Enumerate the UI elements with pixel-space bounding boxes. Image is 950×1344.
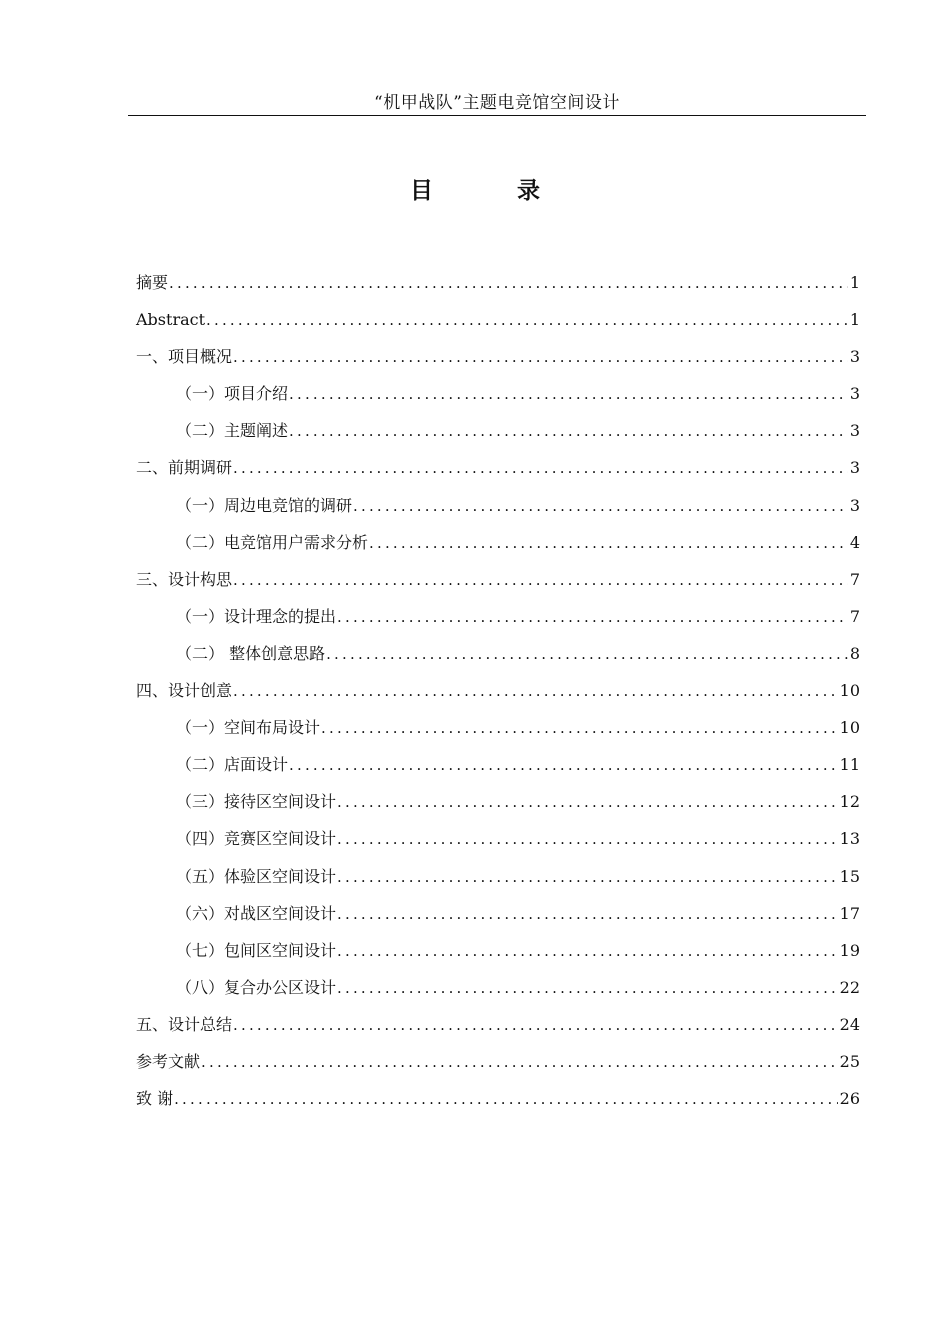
toc-entry-label: （一）设计理念的提出 (176, 606, 337, 626)
toc-entry[interactable] (136, 713, 860, 750)
toc-entry-label: （一）项目介绍 (176, 384, 289, 404)
toc-dot-leader (321, 713, 838, 743)
toc-entry[interactable] (136, 565, 860, 602)
toc-entry-label: （二）电竞馆用户需求分析 (176, 532, 369, 552)
toc-dot-leader (353, 491, 848, 521)
toc-entry-page-number: 22 (839, 977, 860, 997)
toc-dot-leader (233, 565, 848, 595)
toc-dot-leader (289, 750, 838, 780)
toc-entry-page-number: 7 (849, 606, 860, 626)
toc-entry-label: （六）对战区空间设计 (176, 903, 337, 923)
toc-entry[interactable] (136, 491, 860, 528)
toc-entry-label: （七）包间区空间设计 (176, 940, 337, 960)
toc-entry[interactable] (136, 750, 860, 787)
toc-entry[interactable] (136, 379, 860, 416)
toc-entry-page-number: 19 (839, 940, 860, 960)
toc-entry[interactable] (136, 528, 860, 565)
toc-list (136, 268, 860, 1121)
toc-dot-leader (337, 973, 838, 1003)
toc-entry-page-number: 17 (839, 903, 860, 923)
toc-entry-page-number: 8 (849, 643, 860, 663)
toc-dot-leader (337, 936, 838, 966)
toc-entry-page-number: 3 (849, 347, 860, 367)
toc-entry-label: 摘要 (136, 273, 169, 292)
toc-dot-leader (233, 342, 848, 372)
toc-entry-label: 参考文献 (136, 1051, 201, 1071)
toc-dot-leader (169, 268, 848, 298)
toc-entry[interactable] (136, 862, 860, 899)
toc-entry[interactable] (136, 453, 860, 490)
toc-entry-page-number: 7 (849, 569, 860, 589)
toc-entry-label: （一）空间布局设计 (176, 718, 321, 738)
toc-entry[interactable] (136, 676, 860, 713)
toc-entry-label: （二）店面设计 (176, 755, 289, 775)
toc-entry-label: （一）周边电竞馆的调研 (176, 495, 353, 515)
toc-dot-leader (326, 639, 848, 669)
toc-entry-page-number: 4 (849, 532, 860, 552)
toc-dot-leader (337, 862, 838, 892)
toc-entry[interactable] (136, 787, 860, 824)
toc-entry-page-number: 12 (839, 792, 860, 812)
toc-entry-page-number: 1 (849, 273, 860, 292)
toc-entry-label: 一、项目概况 (136, 347, 233, 367)
toc-entry-label: 三、设计构思 (136, 569, 233, 589)
toc-dot-leader (233, 676, 838, 706)
toc-entry-label: （二） 整体创意思路 (176, 643, 326, 663)
toc-entry-page-number: 1 (849, 310, 860, 330)
toc-entry[interactable] (136, 268, 860, 305)
toc-entry-page-number: 10 (839, 718, 860, 738)
toc-entry-label: 五、设计总结 (136, 1014, 233, 1034)
toc-title: 目 录 (409, 177, 578, 204)
toc-dot-leader (337, 824, 838, 854)
toc-dot-leader (233, 1010, 838, 1040)
toc-entry[interactable] (136, 639, 860, 676)
toc-entry-page-number: 13 (839, 829, 860, 849)
toc-entry-page-number: 26 (839, 1089, 860, 1109)
toc-entry[interactable] (136, 1084, 860, 1121)
toc-entry[interactable] (136, 936, 860, 973)
toc-entry-page-number: 11 (839, 755, 860, 775)
toc-entry[interactable] (136, 1010, 860, 1047)
toc-entry-label: 四、设计创意 (136, 681, 233, 701)
toc-entry-label: 致 谢 (136, 1089, 174, 1109)
toc-dot-leader (206, 305, 848, 335)
toc-entry-page-number: 3 (849, 421, 860, 441)
toc-entry[interactable] (136, 342, 860, 379)
toc-entry[interactable] (136, 305, 860, 342)
toc-entry[interactable] (136, 602, 860, 639)
toc-entry-label: （五）体验区空间设计 (176, 866, 337, 886)
toc-entry[interactable] (136, 1047, 860, 1084)
toc-entry-label: Abstract (136, 310, 206, 330)
toc-dot-leader (337, 787, 838, 817)
header-rule (128, 115, 866, 116)
toc-dot-leader (201, 1047, 838, 1077)
toc-dot-leader (289, 416, 848, 446)
toc-entry-page-number: 24 (839, 1014, 860, 1034)
toc-entry-label: 二、前期调研 (136, 458, 233, 478)
toc-dot-leader (369, 528, 848, 558)
toc-entry-label: （八）复合办公区设计 (176, 977, 337, 997)
toc-entry[interactable] (136, 899, 860, 936)
toc-dot-leader (174, 1084, 838, 1114)
toc-entry-page-number: 10 (839, 681, 860, 701)
toc-entry-label: （三）接待区空间设计 (176, 792, 337, 812)
toc-entry[interactable] (136, 973, 860, 1010)
toc-entry-page-number: 25 (839, 1051, 860, 1071)
toc-entry[interactable] (136, 824, 860, 861)
toc-entry-page-number: 3 (849, 495, 860, 515)
toc-dot-leader (233, 453, 848, 483)
toc-entry[interactable] (136, 416, 860, 453)
toc-entry-label: （二）主题阐述 (176, 421, 289, 441)
toc-dot-leader (337, 899, 838, 929)
running-header-title: “机甲战队”主题电竞馆空间设计 (374, 93, 620, 113)
toc-dot-leader (289, 379, 848, 409)
toc-entry-label: （四）竞赛区空间设计 (176, 829, 337, 849)
toc-dot-leader (337, 602, 848, 632)
toc-entry-page-number: 3 (849, 458, 860, 478)
toc-entry-page-number: 3 (849, 384, 860, 404)
toc-entry-page-number: 15 (839, 866, 860, 886)
